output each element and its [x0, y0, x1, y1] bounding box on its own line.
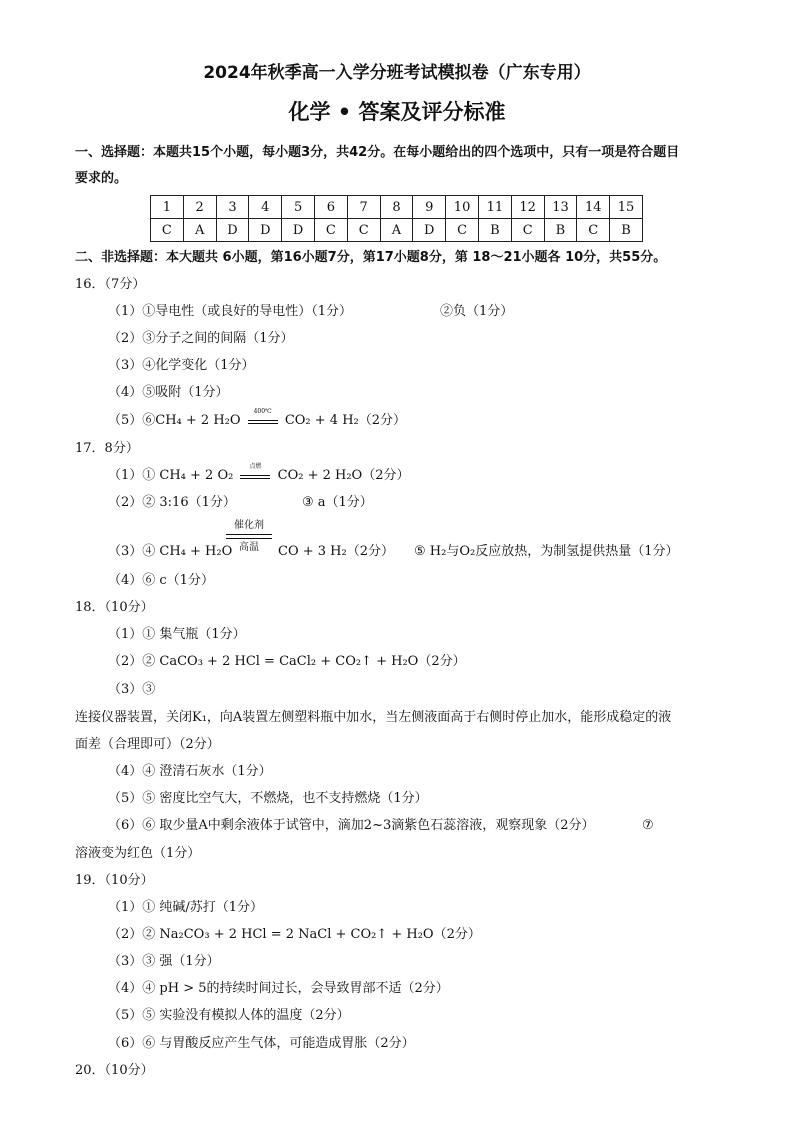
reaction-condition	[248, 407, 278, 427]
q16-part3: （3）④化学变化（1分）	[108, 358, 255, 373]
q17-part4: （4）⑥ c（1分）	[108, 573, 214, 588]
q19-part2: （2）② Na₂CO₃ + 2 HCl = 2 NaCl + CO₂↑ + H₂O（2分）	[108, 927, 481, 942]
answer-letter: D	[249, 219, 282, 242]
question-number: 8	[380, 196, 413, 219]
q16-part5-equation	[108, 407, 407, 430]
question-number: 7	[347, 196, 380, 219]
q18-part7: 溶液变为红色（1分）	[75, 846, 201, 861]
answer-table-answers-row	[151, 219, 643, 242]
equation-reactants: （5）⑥CH₄ + 2 H₂O	[108, 413, 241, 428]
q17-part3: （3）④ CH₄ + H₂O	[108, 544, 233, 559]
q19-part6: （6）⑥ 与胃酸反应产生气体，可能造成胃胀（2分）	[108, 1036, 415, 1051]
answer-table	[150, 195, 643, 242]
answer-letter: C	[446, 219, 479, 242]
equation-products: CO₂ + 2 H₂O（2分）	[277, 468, 410, 483]
question-number: 11	[478, 196, 511, 219]
answer-letter: C	[577, 219, 610, 242]
q18-part7-marker: ⑦	[642, 818, 654, 833]
answer-letter: C	[314, 219, 347, 242]
reaction-condition	[240, 462, 270, 482]
answer-letter: D	[282, 219, 315, 242]
reaction-condition-large	[226, 520, 272, 564]
answer-table-numbers-row	[151, 196, 643, 219]
question-number: 3	[216, 196, 249, 219]
answer-letter: B	[610, 219, 643, 242]
answer-letter: B	[478, 219, 511, 242]
q19-part5: （5）⑤ 实验没有模拟人体的温度（2分）	[108, 1008, 350, 1023]
q16-heading: 16．（7分）	[75, 277, 146, 292]
q18-part3: （3）③	[108, 682, 156, 697]
q18-part4: （4）④ 澄清石灰水（1分）	[108, 764, 272, 779]
question-number: 14	[577, 196, 610, 219]
q17-part1-equation	[108, 462, 410, 485]
q18-part3-text-cont: 面差（合理即可）（2分）	[75, 737, 220, 752]
condition-top: 催化剂	[234, 520, 264, 531]
q18-part6: （6）⑥ 取少量A中剩余液体于试管中，滴加2~3滴紫色石蕊溶液，观察现象（2分）	[108, 818, 595, 833]
condition-bottom: 高温	[239, 542, 259, 553]
question-number: 4	[249, 196, 282, 219]
answer-letter: C	[511, 219, 544, 242]
q20-heading: 20．（10分）	[75, 1063, 154, 1078]
q17-part3-b: ⑤ H₂与O₂反应放热，为制氢提供热量（1分）	[414, 544, 679, 559]
q18-heading: 18．（10分）	[75, 600, 154, 615]
section2-intro: 二、非选择题：本大题共 6小题，第16小题7分，第17小题8分，第 18～21小题各 10分，共55分。	[75, 250, 667, 265]
answer-letter: C	[347, 219, 380, 242]
question-number: 2	[183, 196, 216, 219]
question-number: 12	[511, 196, 544, 219]
q16-part1: （1）①导电性（或良好的导电性）（1分）	[108, 304, 353, 319]
q19-part1: （1）① 纯碱/苏打（1分）	[108, 900, 264, 915]
question-number: 15	[610, 196, 643, 219]
q17-part2-b: ③ a（1分）	[302, 495, 373, 510]
q17-part3-products: CO + 3 H₂（2分）	[278, 544, 394, 559]
answer-letter: D	[216, 219, 249, 242]
condition-label: 点燃	[249, 462, 262, 470]
equation-products: CO₂ + 4 H₂（2分）	[284, 413, 407, 428]
q19-part4: （4）④ pH > 5的持续时间过长，会导致胃部不适（2分）	[108, 981, 449, 996]
answer-letter: D	[413, 219, 446, 242]
q17-part2: （2）② 3:16（1分）	[108, 495, 236, 510]
q17-heading: 17．8分）	[75, 441, 139, 456]
question-number: 9	[413, 196, 446, 219]
question-number: 13	[544, 196, 577, 219]
answer-letter: B	[544, 219, 577, 242]
answer-key-subtitle: 化学 • 答案及评分标准	[288, 100, 506, 124]
q19-heading: 19．（10分）	[75, 873, 154, 888]
q19-part3: （3）③ 强（1分）	[108, 954, 220, 969]
exam-title: 2024年秋季高一入学分班考试模拟卷（广东专用）	[203, 63, 591, 83]
question-number: 1	[151, 196, 184, 219]
answer-letter: A	[183, 219, 216, 242]
equation-reactants: （1）① CH₄ + 2 O₂	[108, 468, 234, 483]
q18-part5: （5）⑤ 密度比空气大，不燃烧，也不支持燃烧（1分）	[108, 791, 428, 806]
answer-letter: C	[151, 219, 184, 242]
q18-part1: （1）① 集气瓶（1分）	[108, 627, 246, 642]
q18-part3-text: 连接仪器装置，关闭K₁，向A装置左侧塑料瓶中加水，当左侧液面高于右侧时停止加水，能形成稳定的液	[75, 710, 672, 725]
q18-part2: （2）② CaCO₃ + 2 HCl = CaCl₂ + CO₂↑ + H₂O（2分）	[108, 654, 466, 669]
question-number: 5	[282, 196, 315, 219]
section1-intro: 一、选择题：本题共15个小题，每小题3分，共42分。在每小题给出的四个选项中，只有一项是符合题目	[75, 145, 680, 160]
condition-label: 400℃	[253, 407, 272, 415]
q16-part4: （4）⑤吸附（1分）	[108, 385, 229, 400]
q16-part1-b: ②负（1分）	[440, 304, 514, 319]
question-number: 6	[314, 196, 347, 219]
section1-intro-cont: 要求的。	[75, 171, 128, 186]
q16-part2: （2）③分子之间的间隔（1分）	[108, 331, 294, 346]
question-number: 10	[446, 196, 479, 219]
answer-letter: A	[380, 219, 413, 242]
